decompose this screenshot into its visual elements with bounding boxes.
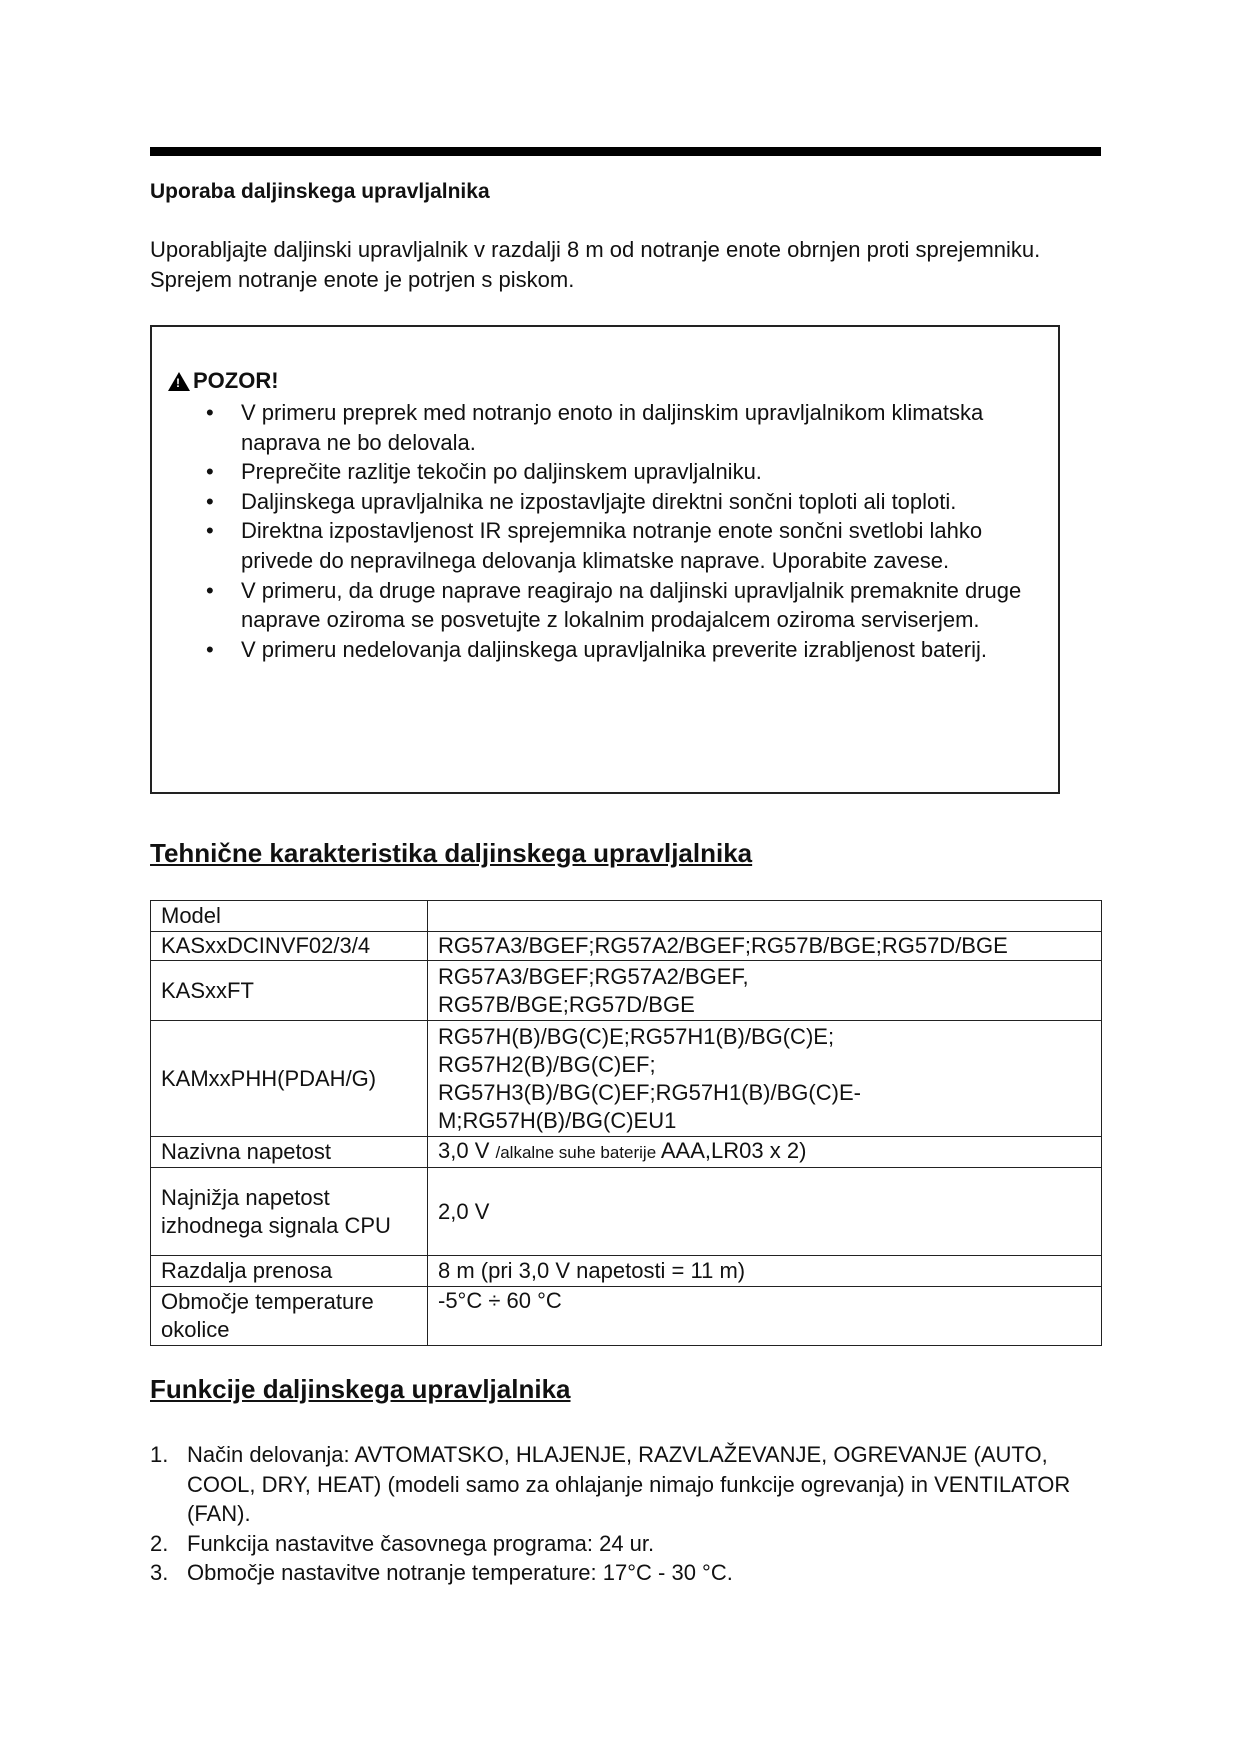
cell-label: Razdalja prenosa [151,1256,428,1287]
item-number: 1. [150,1442,169,1467]
list-item: • Direktna izpostavljenost IR sprejemnika notranje enote sončni svetlobi lahko privede do nepravilnega delovanja klimatske naprave. Uporabite zavese. [150,516,1030,575]
table-row [151,1168,1102,1256]
cell-value [428,901,1102,932]
value-line: RG57H2(B)/BG(C)EF; [438,1051,656,1077]
warning-triangle-icon: ! [168,372,190,391]
item-number: 3. [150,1560,169,1585]
value-line: RG57B/BGE;RG57D/BGE [438,991,695,1017]
list-item: • V primeru preprek med notranjo enoto in daljinskim upravljalnikom klimatska naprava ne bo delovala. [150,398,1030,457]
cell-label: KASxxDCINVF02/3/4 [151,932,428,961]
cell-label: Območje temperature okolice [151,1287,428,1346]
cell-value [428,961,1102,1021]
cell-value: 8 m (pri 3,0 V napetosti = 11 m) [428,1256,1102,1287]
value-line: RG57H3(B)/BG(C)EF;RG57H1(B)/BG(C)E- [438,1079,861,1105]
list-item [150,1529,1100,1559]
item-number: 2. [150,1530,169,1556]
value-part: /alkalne suhe baterije [495,1143,661,1162]
list-item: • Daljinskega upravljalnika ne izpostavljajte direktni sončni toploti ali toploti. [150,487,1030,517]
list-item [150,1558,1100,1588]
cell-label: Najnižja napetost izhodnega signala CPU [151,1168,428,1256]
caution-title [168,368,279,394]
cell-value [428,1137,1102,1168]
item-text: Način delovanja: AVTOMATSKO, HLAJENJE, RAZVLAŽEVANJE, OGREVANJE (AUTO, COOL, DRY, HEAT) (modeli samo za ohlajanje nimajo funkcije ogrevanja) in VENTILATOR (FAN). [187,1442,1071,1526]
cell-value: 2,0 V [428,1168,1102,1256]
cell-label: KASxxFT [151,961,428,1021]
table-row [151,1256,1102,1287]
cell-label: Model [151,901,428,932]
section-heading-specs: Tehnične karakteristika daljinskega upravljalnika [150,838,753,868]
value-part: AAA,LR03 x 2) [660,1138,807,1163]
table-row [151,932,1102,961]
specs-table [150,900,1102,1346]
value-line: RG57A3/BGEF;RG57A2/BGEF, [438,963,749,989]
list-item: • Preprečite razlitje tekočin po daljinskem upravljalniku. [150,457,1030,487]
cell-value [428,1021,1102,1137]
cell-label: KAMxxPHH(PDAH/G) [151,1021,428,1137]
usage-paragraph: Uporabljajte daljinski upravljalnik v razdalji 8 m od notranje enote obrnjen proti sprejemniku. Sprejem notranje enote je potrjen s piskom. [150,237,1041,292]
value-part: 3,0 V [438,1138,496,1163]
item-text: Območje nastavitve notranje temperature: 17°C - 30 °C. [187,1560,733,1585]
list-item: • V primeru, da druge naprave reagirajo na daljinski upravljalnik premaknite druge naprave oziroma se posvetujte z lokalnim prodajalcem oziroma serviserjem. [150,576,1030,635]
value-line: RG57H(B)/BG(C)E;RG57H1(B)/BG(C)E; [438,1023,835,1049]
functions-list [150,1440,1100,1588]
table-row [151,901,1102,932]
table-row [151,961,1102,1021]
header-rule [150,147,1101,156]
cell-value: RG57A3/BGEF;RG57A2/BGEF;RG57B/BGE;RG57D/BGE [428,932,1102,961]
cell-value: -5°C ÷ 60 °C [428,1287,1102,1346]
table-row [151,1287,1102,1346]
caution-title-text: POZOR! [193,368,279,393]
item-text: Funkcija nastavitve časovnega programa: 24 ur. [187,1530,655,1556]
section-heading-functions: Funkcije daljinskega upravljalnika [150,1374,571,1404]
value-line: M;RG57H(B)/BG(C)EU1 [438,1107,677,1133]
cell-label: Nazivna napetost [151,1137,428,1168]
section-heading-usage: Uporaba daljinskega upravljalnika [150,180,490,203]
list-item: • V primeru nedelovanja daljinskega upravljalnika preverite izrabljenost baterij. [150,635,1030,665]
list-item [150,1440,1100,1529]
caution-list [150,398,1030,664]
table-row [151,1137,1102,1168]
table-row [151,1021,1102,1137]
